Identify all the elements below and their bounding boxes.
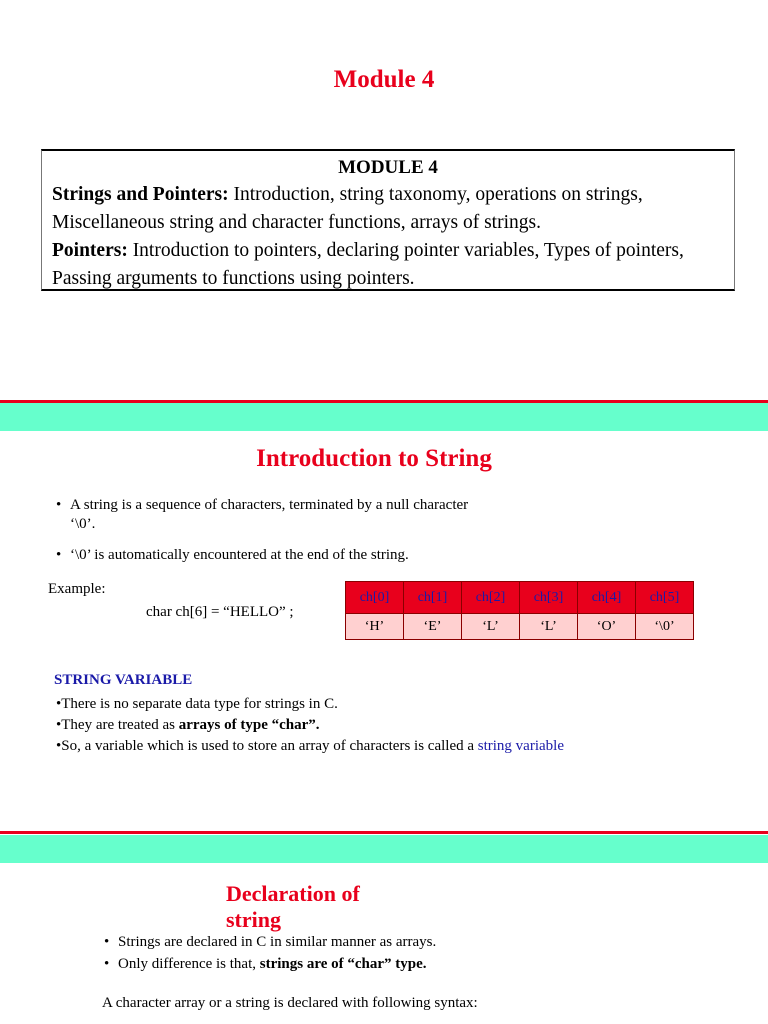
- table-header-cell: ch[0]: [346, 582, 404, 614]
- decl-bullet1: Strings are declared in C in similar manner as arrays.: [118, 934, 437, 950]
- decl-bullet2-bold: strings are of “char” type.: [259, 956, 427, 972]
- table-value-cell: ‘O’: [578, 614, 636, 640]
- slide2-title: Introduction to String: [256, 445, 492, 472]
- table-value-cell: ‘L’: [462, 614, 520, 640]
- sv-line2-pre: They are treated as: [61, 717, 179, 733]
- list-item: •They are treated as arrays of type “char”.: [56, 717, 320, 733]
- bullet1-line2: ‘\0’.: [70, 516, 96, 532]
- list-item: •So, a variable which is used to store an array of characters is called a string variable: [56, 738, 564, 754]
- sv-line3-blue: string variable: [477, 738, 564, 754]
- table-header-cell: ch[3]: [520, 582, 578, 614]
- table-row: [346, 614, 694, 640]
- char-array-table: [345, 581, 694, 640]
- list-item: [56, 496, 656, 534]
- slide-divider-teal-1: [0, 403, 768, 431]
- table-header-cell: ch[5]: [636, 582, 694, 614]
- example-label: Example:: [48, 581, 106, 597]
- list-item: [104, 953, 704, 975]
- pointers-text: Introduction to pointers, declaring pointer variables, Types of pointers, Passing arguments to functions using pointers.: [52, 240, 684, 289]
- sv-line2-bold: arrays of type “char”.: [178, 717, 320, 733]
- declaration-bullet-list: [104, 931, 704, 975]
- list-item: [104, 931, 704, 953]
- slide3-title-line1: Declaration of: [226, 881, 360, 906]
- table-header-cell: ch[1]: [404, 582, 462, 614]
- bullet1-line1: A string is a sequence of characters, terminated by a null character: [70, 497, 469, 513]
- table-header-cell: ch[4]: [578, 582, 636, 614]
- intro-bullet-list: [56, 496, 656, 565]
- list-item: [56, 546, 656, 565]
- slide-divider-red-2: [0, 831, 768, 834]
- string-variable-heading: STRING VARIABLE: [54, 672, 193, 688]
- example-code: char ch[6] = “HELLO” ;: [146, 604, 294, 620]
- slide-divider-teal-2: [0, 835, 768, 863]
- table-value-cell: ‘L’: [520, 614, 578, 640]
- syntax-line: A character array or a string is declared with following syntax:: [102, 995, 478, 1011]
- slide3-title: [226, 881, 360, 933]
- sv-line1: There is no separate data type for strings in C.: [61, 696, 338, 712]
- table-header-cell: ch[2]: [462, 582, 520, 614]
- table-value-cell: ‘E’: [404, 614, 462, 640]
- table-header-row: [346, 582, 694, 614]
- strings-pointers-label: Strings and Pointers:: [52, 184, 229, 205]
- table-value-cell: ‘H’: [346, 614, 404, 640]
- module-box-title: MODULE 4: [338, 157, 438, 178]
- slide3-title-line2: string: [226, 907, 281, 932]
- sv-line3-pre: So, a variable which is used to store an array of characters is called a: [61, 738, 478, 754]
- string-variable-lines: [56, 694, 736, 757]
- slide1-title: Module 4: [333, 66, 435, 93]
- pointers-label: Pointers:: [52, 240, 128, 261]
- bullet2-text: ‘\0’ is automatically encountered at the end of the string.: [70, 547, 409, 563]
- list-item: •There is no separate data type for strings in C.: [56, 696, 338, 712]
- pointers-paragraph: [52, 237, 724, 293]
- strings-pointers-text: Introduction, string taxonomy, operations on strings, Miscellaneous string and character functions, arrays of strings.: [52, 184, 643, 233]
- decl-bullet2-pre: Only difference is that,: [118, 956, 260, 972]
- table-value-cell: ‘\0’: [636, 614, 694, 640]
- strings-pointers-paragraph: [52, 181, 724, 237]
- module-syllabus-box: [41, 149, 735, 291]
